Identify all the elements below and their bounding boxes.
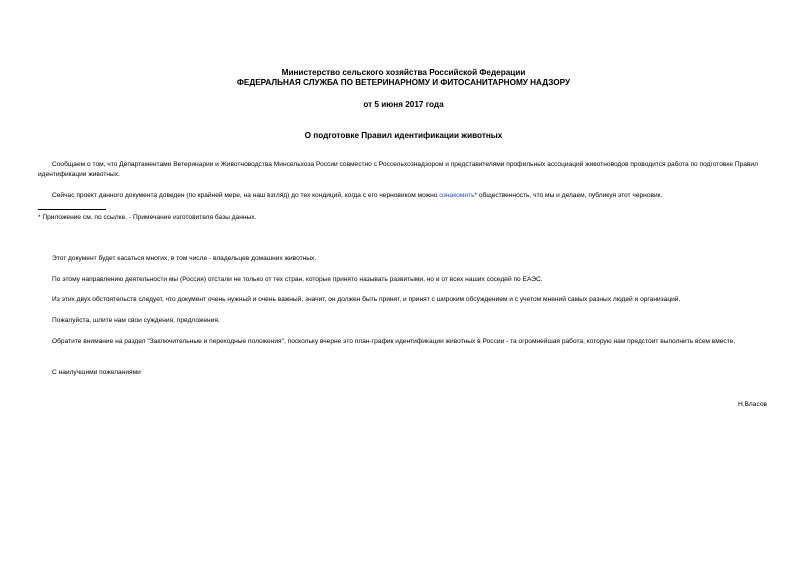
paragraph-intro: Сообщаем о том, что Департаментами Ветеринарии и Животноводства Минсельхоза России совместно с Россельхознадзором и представителями профильных ассоциаций животноводов проводится работа по подготовке Правил идентификации животных.: [38, 161, 758, 178]
paragraph-importance: Из этих двух обстоятельств следует, что документ очень нужный и очень важный, значит, он должен быть принят, и принят с широким обсуждением и с учетом мнений самых разных людей и организаций.: [52, 296, 681, 303]
paragraph-draft-end: * общественность, что мы и делаем, публикуя этот черновик.: [474, 192, 663, 199]
document-date: от 5 июня 2017 года: [363, 100, 444, 109]
document-subject: О подготовке Правил идентификации животных: [304, 131, 503, 140]
paragraph-draft-start: Сейчас проект данного документа доведен (по крайней мере, на наш взгляд) до тех кондиций, когда с его черновиком можно: [52, 192, 440, 199]
paragraph-lagging: По этому направлению деятельности мы (Россия) отстали не только от тех стран, которые принято называть развитыми, но и от всех наших соседей по ЕАЭС.: [52, 276, 543, 283]
paragraph-draft: [38, 191, 770, 201]
footnote: * Приложение см. по ссылке. - Примечание изготовителя базы данных.: [38, 214, 257, 221]
paragraph-final-provisions: Обратите внимание на раздел "Заключительные и переходные положения", поскольку вчерне это план-график идентификации животных в России - та огромнейшая работа, которую нам предстоит выполнить всем вместе.: [52, 338, 736, 345]
ministry-title: Министерство сельского хозяйства Российской Федерации: [281, 68, 526, 77]
familiarize-link[interactable]: ознакомить: [439, 192, 475, 199]
service-title: ФЕДЕРАЛЬНАЯ СЛУЖБА ПО ВЕТЕРИНАРНОМУ И ФИТОСАНИТАРНОМУ НАДЗОРУ: [236, 78, 571, 87]
closing-line: С наилучшими пожеланиями: [52, 369, 141, 376]
paragraph-feedback: Пожалуйста, шлите нам свои суждения, предложения.: [52, 317, 220, 324]
signature: Н.Власов: [737, 401, 767, 408]
paragraph-pet-owners: Этот документ будет касаться многих, в том числе - владельцев домашних животных.: [52, 255, 317, 262]
footnote-divider: [38, 209, 106, 210]
